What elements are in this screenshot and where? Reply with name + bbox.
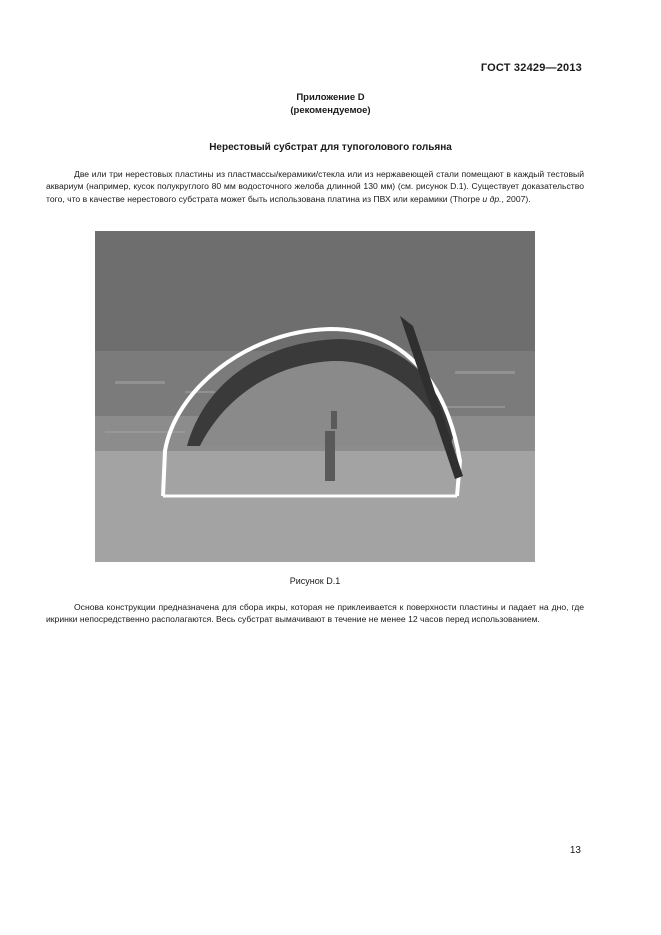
spawning-substrate-image (95, 231, 535, 562)
annex-status: (рекомендуемое) (290, 105, 371, 116)
standard-code: ГОСТ 32429—2013 (480, 62, 582, 74)
photo-floor (95, 446, 535, 562)
annex-label: Приложение D (296, 92, 365, 103)
annex-heading (0, 91, 661, 117)
figure-caption: Рисунок D.1 (289, 576, 341, 586)
section-title: Нерестовый субстрат для тупоголового гольяна (209, 142, 452, 153)
intro-end: , 2007). (501, 193, 531, 204)
design-text: Основа конструкции предназначена для сбора икры, которая не приклеивается к поверхности пластины и падает на дно, где икринки непосредственно располагаются. Весь субстрат вымачивают в течение не менее 12 часов перед использованием. (46, 602, 584, 625)
figure-d1-photo (95, 231, 535, 562)
intro-paragraph (46, 168, 584, 205)
design-paragraph (46, 601, 584, 626)
photo-upper-wall (95, 231, 535, 351)
page-number: 13 (569, 845, 581, 856)
intro-text: Две или три нерестовых пластины из пластмассы/керамики/стекла или из нержавеющей стали помещают в каждый тестовый аквариум (например, кусок полукруглого 80 мм водосточного желоба длинной 130 мм) (см. рисунок D.1). Существует доказательство того, что в качестве нерестового субстрата может быть использована платина из ПВХ или керамики (Thorpe (46, 169, 584, 204)
intro-italic: и др. (482, 193, 502, 204)
